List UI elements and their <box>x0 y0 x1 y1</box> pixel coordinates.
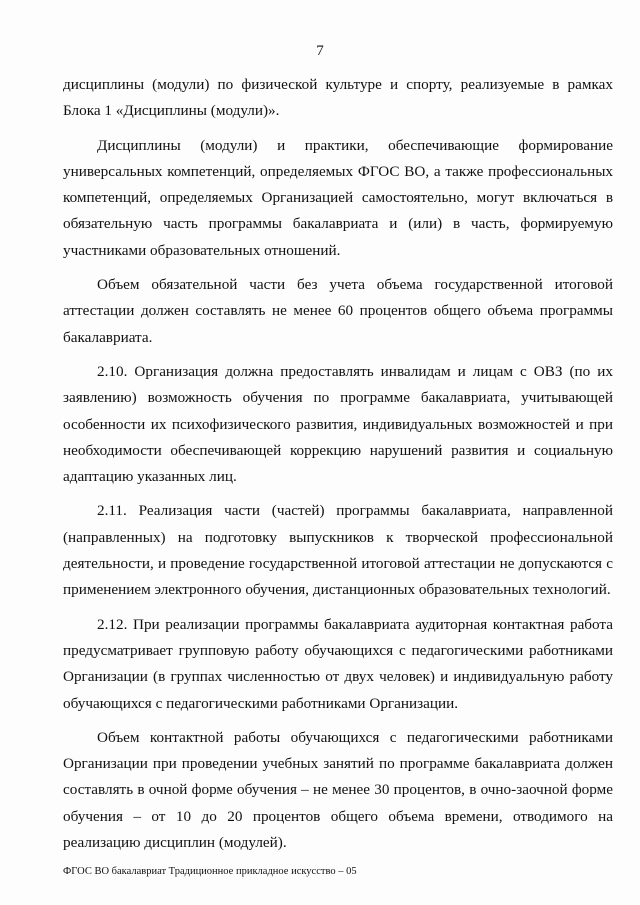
paragraph-competencies: Дисциплины (модули) и практики, обеспечивающие формирование универсальных компетенций, определяемых ФГОС ВО, а также профессиональных компетенций, определяемых Организацией самостоятельно, могут включаться в обязательную часть программы бакалавриата и (или) в часть, формируемую участниками образовательных отношений. <box>63 136 613 259</box>
paragraph-mandatory-part-volume: Объем обязательной части без учета объема государственной итоговой аттестации должен составлять не менее 60 процентов общего объема программы бакалавриата. <box>63 276 613 346</box>
body-text <box>63 72 613 864</box>
paragraph-2-11: 2.11. Реализация части (частей) программы бакалавриата, направленной (направленных) на подготовку выпускников к творческой профессиональной деятельности, и проведение государственной итоговой аттестации не допускаются с применением электронного обучения, дистанционных образовательных технологий. <box>63 502 613 599</box>
page-number: 7 <box>316 43 324 59</box>
paragraph-continuation: дисциплины (модули) по физической культуре и спорту, реализуемые в рамках Блока 1 «Дисциплины (модули)». <box>63 76 613 120</box>
paragraph-contact-work-volume: Объем контактной работы обучающихся с педагогическими работниками Организации при проведении учебных занятий по программе бакалавриата должен составлять в очной форме обучения – не менее 30 процентов, в очно-заочной форме обучения – от 10 до 20 процентов общего объема времени, отводимого на реализацию дисциплин (модулей). <box>63 728 613 852</box>
paragraph-2-12: 2.12. При реализации программы бакалавриата аудиторная контактная работа предусматривает групповую работу обучающихся с педагогическими работниками Организации (в группах численностью от двух человек) и индивидуальную работу обучающихся с педагогическими работниками Организации. <box>63 615 613 712</box>
paragraph-2-10: 2.10. Организация должна предоставлять инвалидам и лицам с ОВЗ (по их заявлению) возможность обучения по программе бакалавриата, учитывающей особенности их психофизического развития, индивидуальных возможностей и при необходимости обеспечивающей коррекцию нарушений развития и социальную адаптацию указанных лиц. <box>63 362 613 486</box>
page-footer: ФГОС ВО бакалавриат Традиционное прикладное искусство – 05 <box>63 866 357 877</box>
